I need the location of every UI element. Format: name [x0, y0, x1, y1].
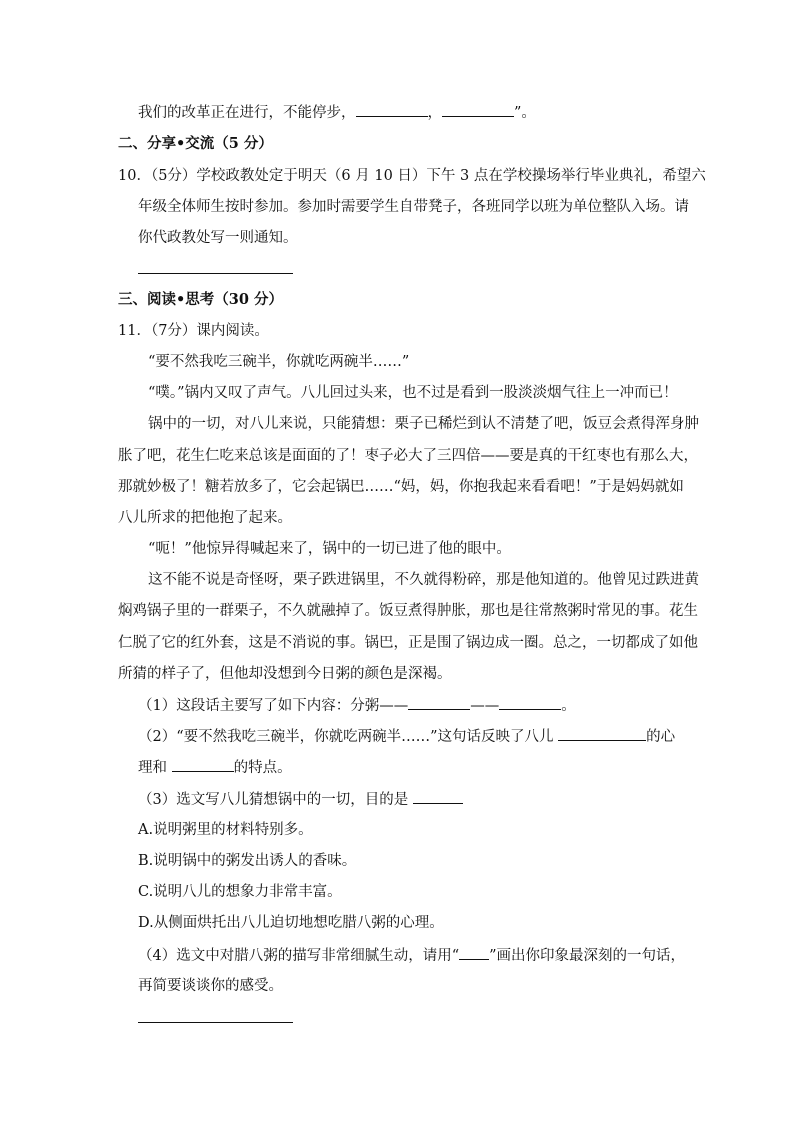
text: ”。: [514, 105, 536, 121]
option-a[interactable]: A.说明粥里的材料特别多。: [138, 822, 313, 838]
sub-question-4-cont: 再简要谈谈你的感受。: [138, 978, 283, 994]
underline-sample: [459, 945, 489, 960]
question-10-line: 你代政教处写一则通知。: [138, 230, 298, 246]
passage-line: 这不能不说是奇怪呀，栗子跌进锅里，不久就得粉碎，那是他知道的。他曾见过跌进黄: [148, 572, 699, 588]
section-3-heading: 三、阅读•思考（30 分）: [118, 291, 283, 308]
option-d[interactable]: D.从侧面烘托出八儿迫切地想吃腊八粥的心理。: [138, 915, 444, 931]
question-10-line: 10．（5分）学校政教处定于明天（6 月 10 日）下午 3 点在学校操场举行毕业典礼，希望六: [118, 168, 706, 184]
text: （4）选文中对腊八粥的描写非常细腻生动，请用“: [138, 948, 460, 964]
sub-question-1: [138, 695, 576, 716]
text: 理和: [138, 760, 167, 776]
question-9-tail: [138, 102, 536, 123]
answer-line[interactable]: [138, 1022, 293, 1023]
answer-blank[interactable]: [442, 102, 514, 117]
sub-question-4: [138, 945, 685, 966]
option-c[interactable]: C.说明八儿的想象力非常丰富。: [138, 884, 342, 900]
text: （1）这段话主要写了如下内容：分粥——: [138, 698, 409, 714]
passage-line: 那就妙极了！糖若放多了，它会起锅巴……“妈，妈，你抱我起来看看吧！”于是妈妈就如: [118, 479, 684, 495]
sub-question-3: [138, 789, 463, 810]
option-b[interactable]: B.说明锅中的粥发出诱人的香味。: [138, 853, 357, 869]
text: （2）“要不然我吃三碗半，你就吃两碗半……”这句话反映了八儿: [138, 729, 554, 745]
text: （3）选文写八儿猜想锅中的一切，目的是: [138, 792, 409, 808]
answer-blank[interactable]: [172, 757, 234, 772]
answer-blank[interactable]: [356, 102, 428, 117]
passage-line: 锅中的一切，对八儿来说，只能猜想：栗子已稀烂到认不清楚了吧，饭豆会煮得浑身肿: [148, 416, 699, 432]
answer-blank[interactable]: [558, 726, 646, 741]
question-11-title: 11．（7分）课内阅读。: [118, 323, 269, 339]
text: 的特点。: [233, 760, 292, 776]
text: 的心: [646, 729, 676, 745]
passage-line: “呃！”他惊异得喊起来了，锅中的一切已进了他的眼中。: [148, 541, 511, 557]
text: ”画出你印象最深刻的一句话，: [489, 948, 686, 964]
passage-line: 八儿所求的把他抱了起来。: [118, 510, 292, 526]
passage-line: 仁脱了它的红外套，这是不消说的事。锅巴，正是围了锅边成一圈。总之，一切都成了如他: [118, 635, 698, 651]
section-2-heading: 二、分享•交流（5 分）: [118, 135, 273, 152]
answer-blank[interactable]: [413, 789, 463, 804]
text: ——: [470, 698, 500, 714]
sub-question-2: [138, 726, 675, 747]
answer-blank[interactable]: [408, 695, 470, 710]
passage-line: 胀了吧，花生仁吃来总该是面面的了！枣子必大了三四倍——要是真的干红枣也有那么大，: [118, 448, 698, 464]
passage-line: “要不然我吃三碗半，你就吃两碗半……”: [148, 354, 410, 370]
question-10-line: 年级全体师生按时参加。参加时需要学生自带凳子，各班同学以班为单位整队入场。请: [138, 199, 689, 215]
text: 我们的改革正在进行，不能停步，: [138, 105, 356, 121]
answer-line[interactable]: [138, 273, 293, 274]
sub-question-2-cont: [138, 757, 292, 778]
text: ，: [427, 105, 442, 121]
text: 。: [561, 698, 576, 714]
passage-line: 所猜的样子了，但他却没想到今日粥的颜色是深褐。: [118, 666, 452, 682]
passage-line: 焖鸡锅子里的一群栗子，不久就融掉了。饭豆煮得肿胀，那也是往常熬粥时常见的事。花生: [118, 603, 698, 619]
answer-blank[interactable]: [499, 695, 561, 710]
passage-line: “噗。”锅内又叹了声气。八儿回过头来，也不过是看到一股淡淡烟气往上一冲而已！: [148, 385, 678, 401]
